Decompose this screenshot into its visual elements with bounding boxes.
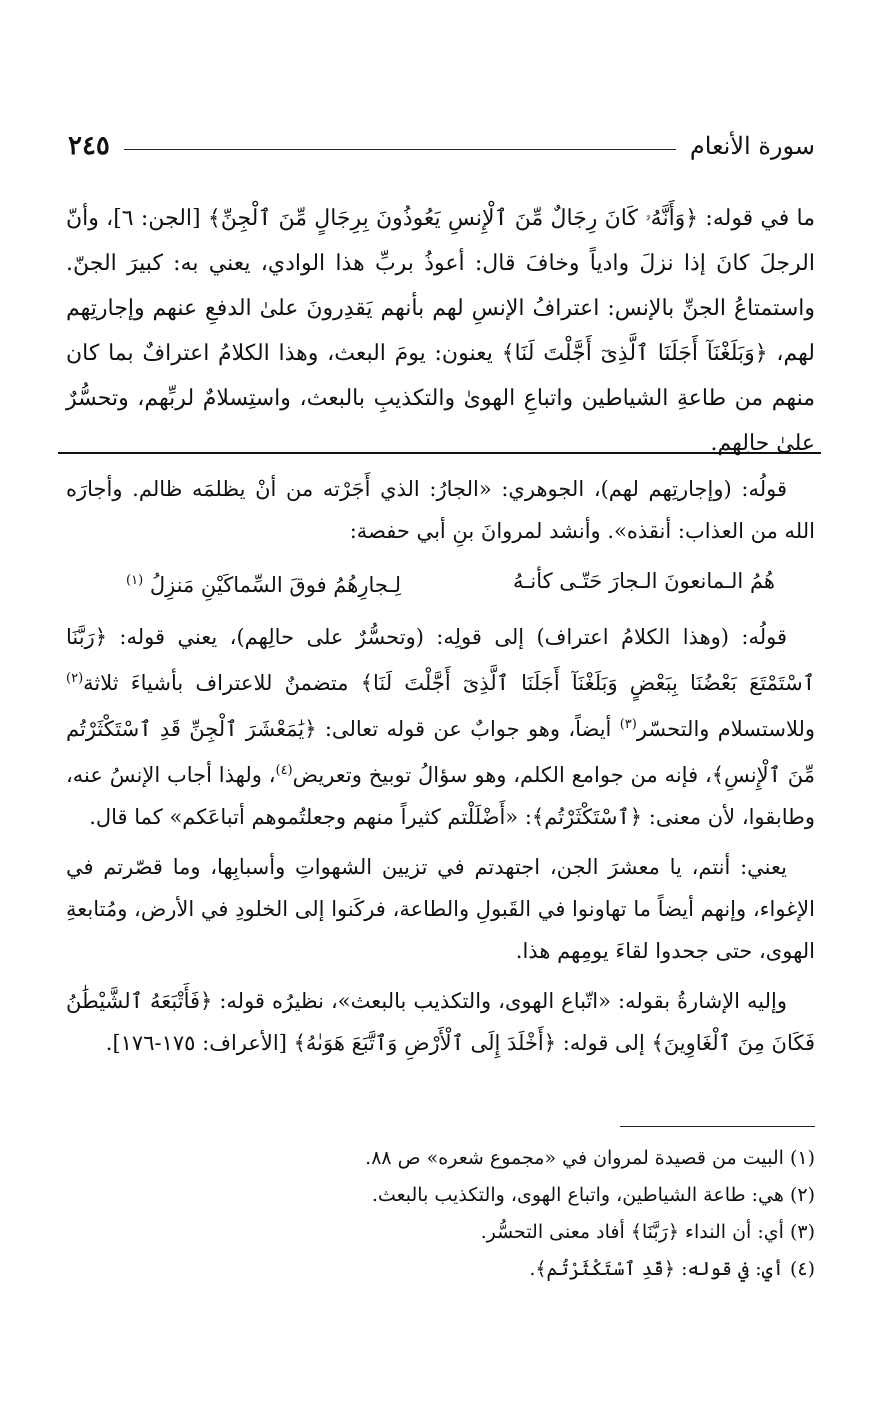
- commentary-paragraph-2: قولُه: (وهذا الكلامُ اعتراف) إلى قولِه: (وتحسُّرٌ على حالِهم)، يعني قوله: ﴿رَبَّنَا ٱسْتَمْتَعَ بَعْضُنَا بِبَعْضٍ وَبَلَغْنَآ أَجَلَنَا ٱلَّذِىٓ أَجَّلْتَ لَنَا﴾ متضمنٌ للاعتراف بأشياءَ ثلاثة$^{(٢)}$ وللاستسلام والتحسّر$^{(٣)}$ أيضاً، وهو جوابٌ عن قوله تعالى: ﴿يَٰمَعْشَرَ ٱلْجِنِّ قَدِ ٱسْتَكْثَرْتُم مِّنَ ٱلْإِنسِ﴾، فإنه من جوامع الكلم، وهو سؤالُ توبيخ وتعريض$^{(٤)}$، ولهذا أجاب الإنسُ عنه، وطابقوا، لأن معنى: ﴿ٱسْتَكْثَرْتُم﴾: «أَضْلَلْتم كثيراً منهم وجعلتُموهم أتباعَكم» كما قال.: [66, 625, 816, 829]
- surah-title: سورة الأنعام: [689, 132, 815, 160]
- footnote-ref-3: (٣): [619, 717, 637, 732]
- header-rule: [124, 149, 676, 150]
- poetry-verse: [66, 560, 815, 606]
- page-number: ٢٤٥: [68, 131, 110, 161]
- commentary: [66, 468, 815, 1072]
- commentary-paragraph-4: وإليه الإشارةُ بقوله: «اتّباع الهوى، والتكذيب بالبعث»، نظيرُه قوله: ﴿فَأَتْبَعَهُ ٱلشَّيْطَٰنُ فَكَانَ مِنَ ٱلْغَاوِينَ﴾ إلى قوله: ﴿أَخْلَدَ إِلَى ٱلْأَرْضِ وَٱتَّبَعَ هَوَىٰهُ﴾ [الأعراف: ١٧٥-١٧٦].: [66, 989, 815, 1055]
- main-paragraph: ما في قوله: ﴿وَأَنَّهُۥ كَانَ رِجَالٌ مِّنَ ٱلْإِنسِ يَعُوذُونَ بِرِجَالٍ مِّنَ ٱلْجِنِّ﴾ [الجن: ٦]، وأنّ الرجلَ كانَ إذا نزلَ وادياً وخافَ قال: أعوذُ بربِّ هذا الوادي، يعني به: كبيرَ الجنّ. واستمتاعُ الجنِّ بالإنس: اعترافُ الإنسِ لهم بأنهم يَقدِرونَ علىٰ الدفعِ عنهم وإجارتِهم لهم، ﴿وَبَلَغْنَآ أَجَلَنَا ٱلَّذِىٓ أَجَّلْتَ لَنَا﴾ يعنون: يومَ البعث، وهذا الكلامُ اعترافٌ بما كان منهم من طاعةِ الشياطين واتباعِ الهوىٰ والتكذيبِ بالبعث، واستِسلامٌ لربِّهم، وتحسُّرٌ علىٰ حالِهم.: [66, 206, 815, 456]
- page-header: [68, 126, 815, 166]
- footnote-ref-2: (٢): [66, 671, 84, 686]
- footnote-divider: [620, 1126, 815, 1127]
- commentary-paragraph-3: يعني: أنتم، يا معشرَ الجن، اجتهدتم في تزيين الشهواتِ وأسبابِها، وما قصّرتم في الإغواء، وإنهم أيضاً ما تهاونوا في القَبولِ والطاعة، فركَنوا إلى الخلودِ في الأرض، ومُتابعةِ الهوى، حتى جحدوا لقاءَ يومِهم هذا.: [66, 855, 815, 963]
- main-text: [66, 196, 815, 466]
- commentary-paragraph-1: قولُه: (وإجارتِهم لهم)، الجوهري: «الجارُ: الذي أَجَرْته من أنْ يظلمَه ظالم. وأجارَه الله من العذاب: أنقذه». وأنشد لمروانَ بنِ أبي حفصة:: [66, 477, 815, 543]
- footnote-ref-1: (١): [126, 573, 144, 588]
- footnote-ref-4: (٤): [275, 763, 293, 778]
- section-divider: [58, 452, 821, 454]
- footnote-1: (١) البيت من قصيدة لمروان في «مجموع شعره» ص ٨٨.: [365, 1147, 815, 1169]
- footnote-3: (٣) أي: أن النداء ﴿رَبَّنَا﴾ أفاد معنى التحسُّر.: [480, 1221, 815, 1243]
- footnotes: [66, 1140, 815, 1288]
- verse-hemistich-right: هُمُ الـمانعونَ الـجارَ حَتّـى كأنـهُ: [512, 569, 775, 593]
- footnote-4: (٤) أي: في قوله: ﴿قَدِ ٱسْتَكْثَرْتُم﴾.: [529, 1258, 815, 1280]
- footnote-2: (٢) هي: طاعة الشياطين، واتباع الهوى، والتكذيب بالبعث.: [371, 1184, 815, 1206]
- verse-hemistich-left: لِـجارِهُمُ فوقَ السِّماكَيْنِ مَنزِلُ $^{(١)}$: [126, 573, 401, 597]
